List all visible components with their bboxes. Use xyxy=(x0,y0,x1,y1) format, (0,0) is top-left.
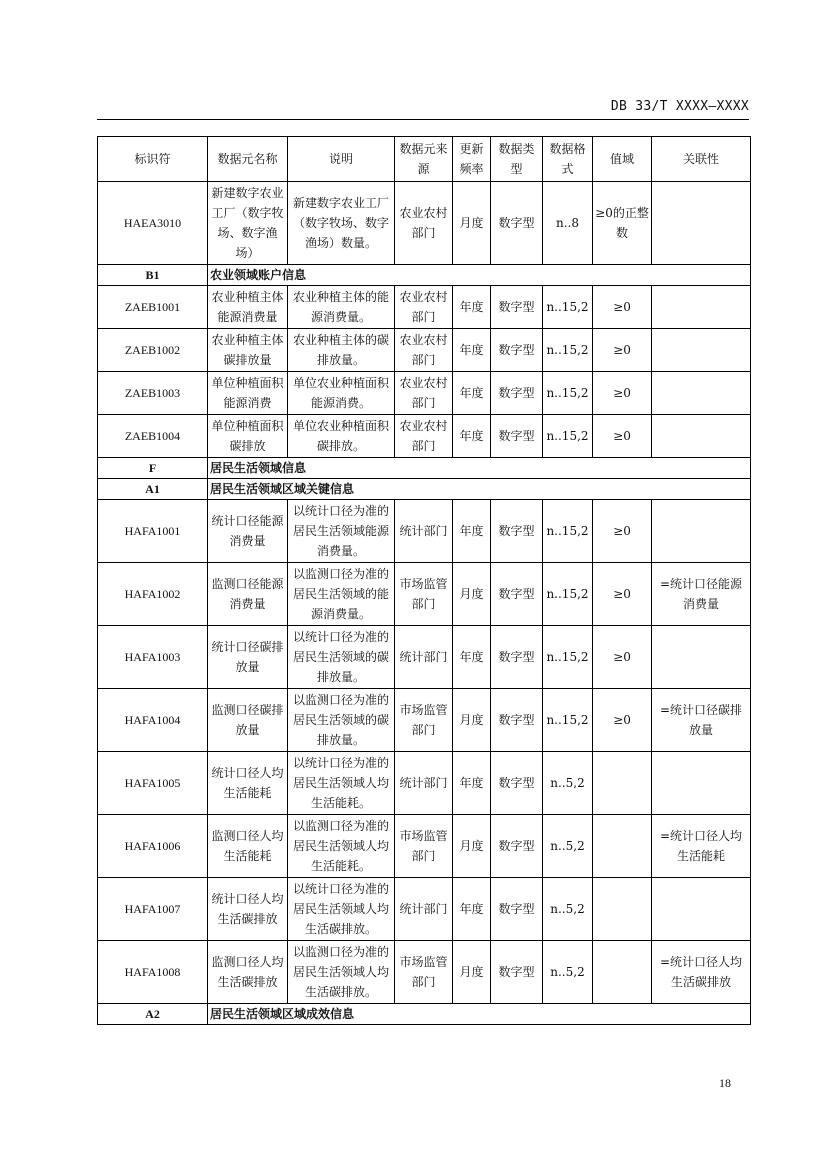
value-range-cell: ≥0的正整数 xyxy=(593,182,652,265)
table-row xyxy=(98,815,751,878)
data-type-cell: 数字型 xyxy=(491,815,543,878)
frequency-cell: 年度 xyxy=(453,415,491,458)
column-header: 关联性 xyxy=(652,137,751,182)
relation-cell xyxy=(652,878,751,941)
relation-cell xyxy=(652,329,751,372)
format-cell: n..15,2 xyxy=(543,500,593,563)
section-code: F xyxy=(98,458,208,479)
value-range-cell: ≥0 xyxy=(593,626,652,689)
frequency-cell: 月度 xyxy=(453,941,491,1004)
frequency-cell: 月度 xyxy=(453,689,491,752)
source-cell: 农业农村部门 xyxy=(395,329,453,372)
description-cell: 以统计口径为准的居民生活领域人均生活碳排放。 xyxy=(288,878,395,941)
section-title: 居民生活领域区域成效信息 xyxy=(208,1004,751,1025)
description-cell: 以监测口径为准的居民生活领域的能源消费量。 xyxy=(288,563,395,626)
frequency-cell: 年度 xyxy=(453,500,491,563)
description-cell: 农业种植主体的碳排放量。 xyxy=(288,329,395,372)
identifier-cell: ZAEB1003 xyxy=(98,372,208,415)
relation-cell xyxy=(652,415,751,458)
description-cell: 以监测口径为准的居民生活领域人均生活能耗。 xyxy=(288,815,395,878)
section-code: B1 xyxy=(98,265,208,286)
description-cell: 单位农业种植面积能源消费。 xyxy=(288,372,395,415)
column-header: 标识符 xyxy=(98,137,208,182)
format-cell: n..5,2 xyxy=(543,941,593,1004)
section-row xyxy=(98,1004,751,1025)
source-cell: 市场监管部门 xyxy=(395,815,453,878)
source-cell: 市场监管部门 xyxy=(395,941,453,1004)
element-name-cell: 农业种植主体能源消费量 xyxy=(208,286,288,329)
description-cell: 以统计口径为准的居民生活领域能源消费量。 xyxy=(288,500,395,563)
relation-cell xyxy=(652,372,751,415)
relation-cell xyxy=(652,182,751,265)
description-cell: 农业种植主体的能源消费量。 xyxy=(288,286,395,329)
data-type-cell: 数字型 xyxy=(491,182,543,265)
data-type-cell: 数字型 xyxy=(491,286,543,329)
source-cell: 农业农村部门 xyxy=(395,286,453,329)
frequency-cell: 年度 xyxy=(453,752,491,815)
element-name-cell: 新建数字农业工厂（数字牧场、数字渔场） xyxy=(208,182,288,265)
frequency-cell: 年度 xyxy=(453,286,491,329)
table-row xyxy=(98,372,751,415)
section-code: A1 xyxy=(98,479,208,500)
source-cell: 统计部门 xyxy=(395,878,453,941)
data-type-cell: 数字型 xyxy=(491,329,543,372)
format-cell: n..5,2 xyxy=(543,878,593,941)
format-cell: n..5,2 xyxy=(543,752,593,815)
value-range-cell xyxy=(593,815,652,878)
value-range-cell xyxy=(593,941,652,1004)
frequency-cell: 年度 xyxy=(453,626,491,689)
column-header: 值域 xyxy=(593,137,652,182)
data-type-cell: 数字型 xyxy=(491,563,543,626)
description-cell: 单位农业种植面积碳排放。 xyxy=(288,415,395,458)
value-range-cell: ≥0 xyxy=(593,286,652,329)
value-range-cell: ≥0 xyxy=(593,563,652,626)
header-rule xyxy=(97,119,749,120)
source-cell: 统计部门 xyxy=(395,626,453,689)
table-row xyxy=(98,941,751,1004)
element-name-cell: 监测口径能源消费量 xyxy=(208,563,288,626)
identifier-cell: HAFA1006 xyxy=(98,815,208,878)
frequency-cell: 年度 xyxy=(453,329,491,372)
column-header: 数据类型 xyxy=(491,137,543,182)
section-row xyxy=(98,479,751,500)
value-range-cell: ≥0 xyxy=(593,500,652,563)
table-row xyxy=(98,329,751,372)
identifier-cell: HAFA1008 xyxy=(98,941,208,1004)
relation-cell: =统计口径人均生活能耗 xyxy=(652,815,751,878)
table-body xyxy=(98,182,751,1025)
format-cell: n..15,2 xyxy=(543,563,593,626)
element-name-cell: 统计口径能源消费量 xyxy=(208,500,288,563)
value-range-cell: ≥0 xyxy=(593,329,652,372)
frequency-cell: 年度 xyxy=(453,878,491,941)
format-cell: n..15,2 xyxy=(543,286,593,329)
source-cell: 统计部门 xyxy=(395,500,453,563)
source-cell: 市场监管部门 xyxy=(395,689,453,752)
element-name-cell: 统计口径碳排放量 xyxy=(208,626,288,689)
format-cell: n..15,2 xyxy=(543,689,593,752)
source-cell: 市场监管部门 xyxy=(395,563,453,626)
table-row xyxy=(98,689,751,752)
relation-cell: =统计口径碳排放量 xyxy=(652,689,751,752)
data-type-cell: 数字型 xyxy=(491,415,543,458)
table-row xyxy=(98,626,751,689)
element-name-cell: 农业种植主体碳排放量 xyxy=(208,329,288,372)
table-row xyxy=(98,286,751,329)
source-cell: 农业农村部门 xyxy=(395,182,453,265)
identifier-cell: ZAEB1004 xyxy=(98,415,208,458)
element-name-cell: 单位种植面积能源消费 xyxy=(208,372,288,415)
format-cell: n..15,2 xyxy=(543,415,593,458)
value-range-cell: ≥0 xyxy=(593,372,652,415)
frequency-cell: 月度 xyxy=(453,563,491,626)
relation-cell xyxy=(652,752,751,815)
frequency-cell: 月度 xyxy=(453,815,491,878)
value-range-cell xyxy=(593,752,652,815)
column-header: 数据元来源 xyxy=(395,137,453,182)
identifier-cell: HAFA1004 xyxy=(98,689,208,752)
data-type-cell: 数字型 xyxy=(491,689,543,752)
description-cell: 新建数字农业工厂（数字牧场、数字渔场）数量。 xyxy=(288,182,395,265)
frequency-cell: 年度 xyxy=(453,372,491,415)
value-range-cell: ≥0 xyxy=(593,689,652,752)
page-number: 18 xyxy=(719,1076,731,1090)
description-cell: 以监测口径为准的居民生活领域的碳排放量。 xyxy=(288,689,395,752)
data-type-cell: 数字型 xyxy=(491,878,543,941)
format-cell: n..5,2 xyxy=(543,815,593,878)
section-code: A2 xyxy=(98,1004,208,1025)
table-row xyxy=(98,415,751,458)
element-name-cell: 统计口径人均生活碳排放 xyxy=(208,878,288,941)
identifier-cell: HAFA1002 xyxy=(98,563,208,626)
format-cell: n..15,2 xyxy=(543,372,593,415)
format-cell: n..15,2 xyxy=(543,626,593,689)
table-row xyxy=(98,182,751,265)
identifier-cell: HAFA1003 xyxy=(98,626,208,689)
column-header: 数据元名称 xyxy=(208,137,288,182)
identifier-cell: ZAEB1002 xyxy=(98,329,208,372)
column-header: 更新频率 xyxy=(453,137,491,182)
relation-cell xyxy=(652,286,751,329)
identifier-cell: HAFA1005 xyxy=(98,752,208,815)
column-header: 说明 xyxy=(288,137,395,182)
relation-cell: =统计口径人均生活碳排放 xyxy=(652,941,751,1004)
description-cell: 以统计口径为准的居民生活领域人均生活能耗。 xyxy=(288,752,395,815)
identifier-cell: HAFA1007 xyxy=(98,878,208,941)
data-type-cell: 数字型 xyxy=(491,500,543,563)
table-row xyxy=(98,752,751,815)
identifier-cell: ZAEB1001 xyxy=(98,286,208,329)
element-name-cell: 监测口径碳排放量 xyxy=(208,689,288,752)
standard-code: DB 33/T XXXX—XXXX xyxy=(610,99,749,114)
value-range-cell: ≥0 xyxy=(593,415,652,458)
element-name-cell: 监测口径人均生活能耗 xyxy=(208,815,288,878)
table-row xyxy=(98,878,751,941)
column-header: 数据格式 xyxy=(543,137,593,182)
source-cell: 统计部门 xyxy=(395,752,453,815)
table-row xyxy=(98,563,751,626)
element-name-cell: 单位种植面积碳排放 xyxy=(208,415,288,458)
table-row xyxy=(98,500,751,563)
source-cell: 农业农村部门 xyxy=(395,372,453,415)
relation-cell xyxy=(652,626,751,689)
data-type-cell: 数字型 xyxy=(491,752,543,815)
element-name-cell: 统计口径人均生活能耗 xyxy=(208,752,288,815)
identifier-cell: HAFA1001 xyxy=(98,500,208,563)
description-cell: 以统计口径为准的居民生活领域的碳排放量。 xyxy=(288,626,395,689)
format-cell: n..8 xyxy=(543,182,593,265)
data-type-cell: 数字型 xyxy=(491,626,543,689)
frequency-cell: 月度 xyxy=(453,182,491,265)
data-element-table xyxy=(97,136,751,1025)
table-header-row xyxy=(98,137,751,182)
source-cell: 农业农村部门 xyxy=(395,415,453,458)
value-range-cell xyxy=(593,878,652,941)
section-title: 农业领域账户信息 xyxy=(208,265,751,286)
relation-cell xyxy=(652,500,751,563)
section-title: 居民生活领域信息 xyxy=(208,458,751,479)
data-type-cell: 数字型 xyxy=(491,372,543,415)
identifier-cell: HAEA3010 xyxy=(98,182,208,265)
format-cell: n..15,2 xyxy=(543,329,593,372)
data-type-cell: 数字型 xyxy=(491,941,543,1004)
description-cell: 以监测口径为准的居民生活领域人均生活碳排放。 xyxy=(288,941,395,1004)
element-name-cell: 监测口径人均生活碳排放 xyxy=(208,941,288,1004)
section-row xyxy=(98,265,751,286)
section-row xyxy=(98,458,751,479)
relation-cell: =统计口径能源消费量 xyxy=(652,563,751,626)
section-title: 居民生活领域区域关键信息 xyxy=(208,479,751,500)
